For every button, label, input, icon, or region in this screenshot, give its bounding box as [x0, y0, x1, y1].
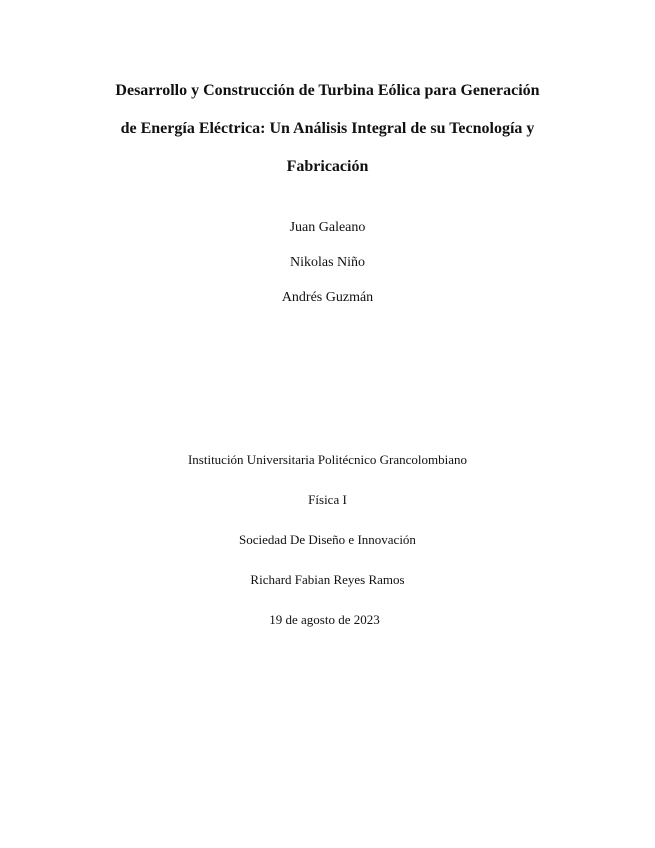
document-date: 19 de agosto de 2023: [269, 612, 380, 627]
document-title: [0, 72, 655, 186]
course-name: Física I: [308, 492, 347, 507]
title-line-2: de Energía Eléctrica: Un Análisis Integral de su Tecnología y: [120, 120, 535, 137]
society-name: Sociedad De Diseño e Innovación: [239, 532, 416, 547]
author-name: Juan Galeano: [289, 220, 366, 235]
author-name: Nikolas Niño: [289, 255, 366, 270]
affiliation-block: [0, 450, 655, 650]
title-line-3: Fabricación: [286, 158, 369, 175]
title-line-1: Desarrollo y Construcción de Turbina Eólica para Generación: [115, 82, 540, 99]
author-list: [0, 218, 655, 323]
author-name: Andrés Guzmán: [281, 290, 374, 305]
instructor-name: Richard Fabian Reyes Ramos: [250, 572, 405, 587]
institution-name: Institución Universitaria Politécnico Grancolombiano: [187, 452, 468, 467]
